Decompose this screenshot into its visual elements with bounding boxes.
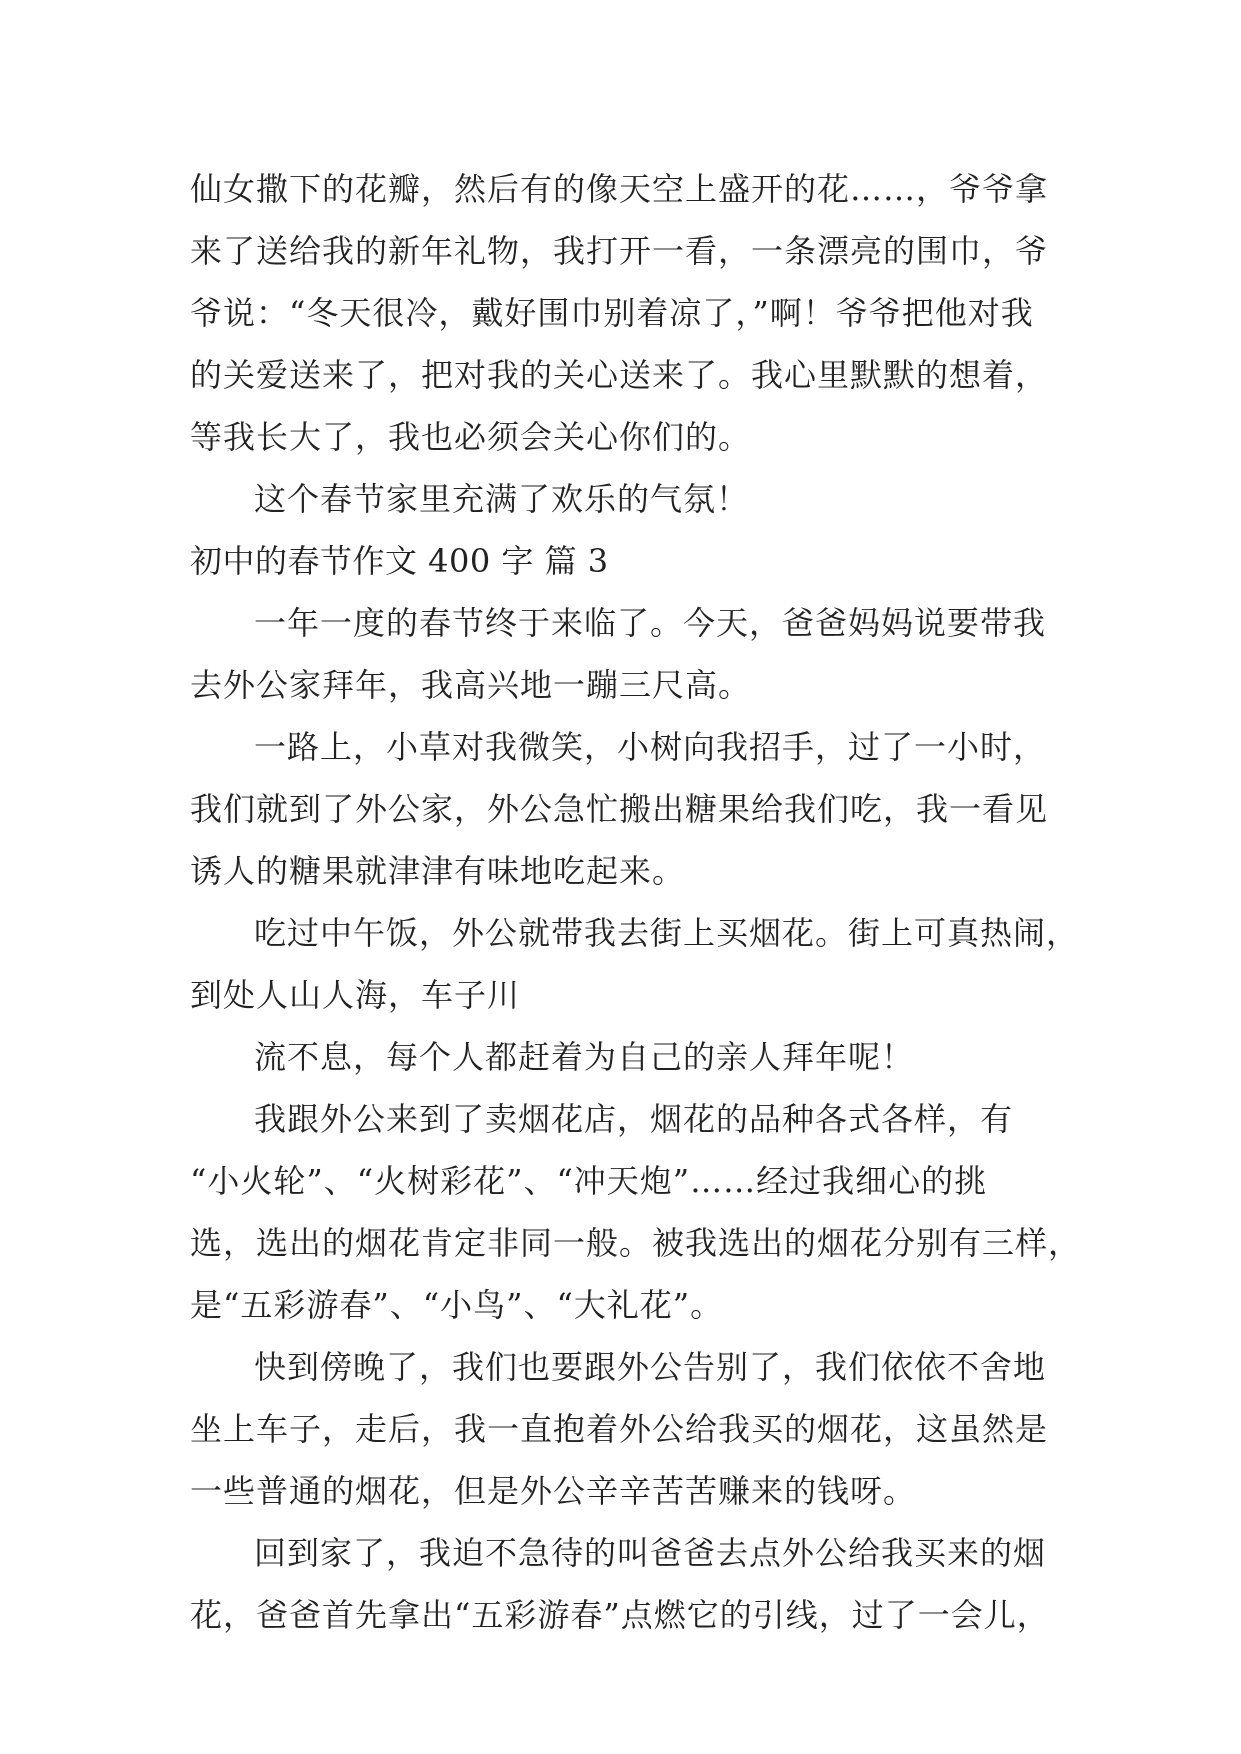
text-line: 等我长大了，我也必须会关心你们的。 [190, 418, 752, 456]
text-line: “小火轮”、“火树彩花”、“冲天炮”……经过我细心的挑 [190, 1162, 988, 1200]
paragraph-start: 这个春节家里充满了欢乐的气氛！ [254, 480, 750, 518]
text-line: 去外公家拜年，我高兴地一蹦三尺高。 [190, 666, 752, 704]
text-line: 来了送给我的新年礼物，我打开一看，一条漂亮的围巾，爷 [190, 232, 1049, 270]
text-line: 是“五彩游春”、“小鸟”、“大礼花”。 [190, 1286, 724, 1324]
paragraph-start: 我跟外公来到了卖烟花店，烟花的品种各式各样，有 [254, 1100, 1014, 1138]
document-body [190, 158, 1082, 1646]
text-line: 爷说：“冬天很冷，戴好围巾别着凉了，”啊！爷爷把他对我 [190, 294, 1034, 332]
text-line: 的关爱送来了，把对我的关心送来了。我心里默默的想着， [190, 356, 1049, 394]
text-line: 坐上车子，走后，我一直抱着外公给我买的烟花，这虽然是 [190, 1410, 1049, 1448]
text-line: 仙女撒下的花瓣，然后有的像天空上盛开的花……，爷爷拿 [190, 170, 1049, 208]
text-line: 我们就到了外公家，外公急忙搬出糖果给我们吃，我一看见 [190, 790, 1049, 828]
paragraph-start: 流不息，每个人都赶着为自己的亲人拜年呢！ [254, 1038, 915, 1076]
paragraph-start: 吃过中午饭，外公就带我去街上买烟花。街上可真热闹， [254, 914, 1080, 952]
paragraph-start: 快到傍晚了，我们也要跟外公告别了，我们依依不舍地 [254, 1348, 1047, 1386]
paragraph-start: 一路上，小草对我微笑，小树向我招手，过了一小时， [254, 728, 1047, 766]
text-line: 选，选出的烟花肯定非同一般。被我选出的烟花分别有三样， [190, 1224, 1082, 1262]
section-heading: 初中的春节作文 400 字 篇 3 [190, 542, 609, 580]
paragraph-start: 一年一度的春节终于来临了。今天，爸爸妈妈说要带我 [254, 604, 1047, 642]
text-line: 到处人山人海，车子川 [190, 976, 521, 1014]
text-line: 花，爸爸首先拿出“五彩游春”点燃它的引线，过了一会儿， [190, 1596, 1050, 1634]
text-line: 一些普通的烟花，但是外公辛辛苦苦赚来的钱呀。 [190, 1472, 917, 1510]
paragraph-start: 回到家了，我迫不急待的叫爸爸去点外公给我买来的烟 [254, 1534, 1047, 1572]
text-line: 诱人的糖果就津津有味地吃起来。 [190, 852, 686, 890]
